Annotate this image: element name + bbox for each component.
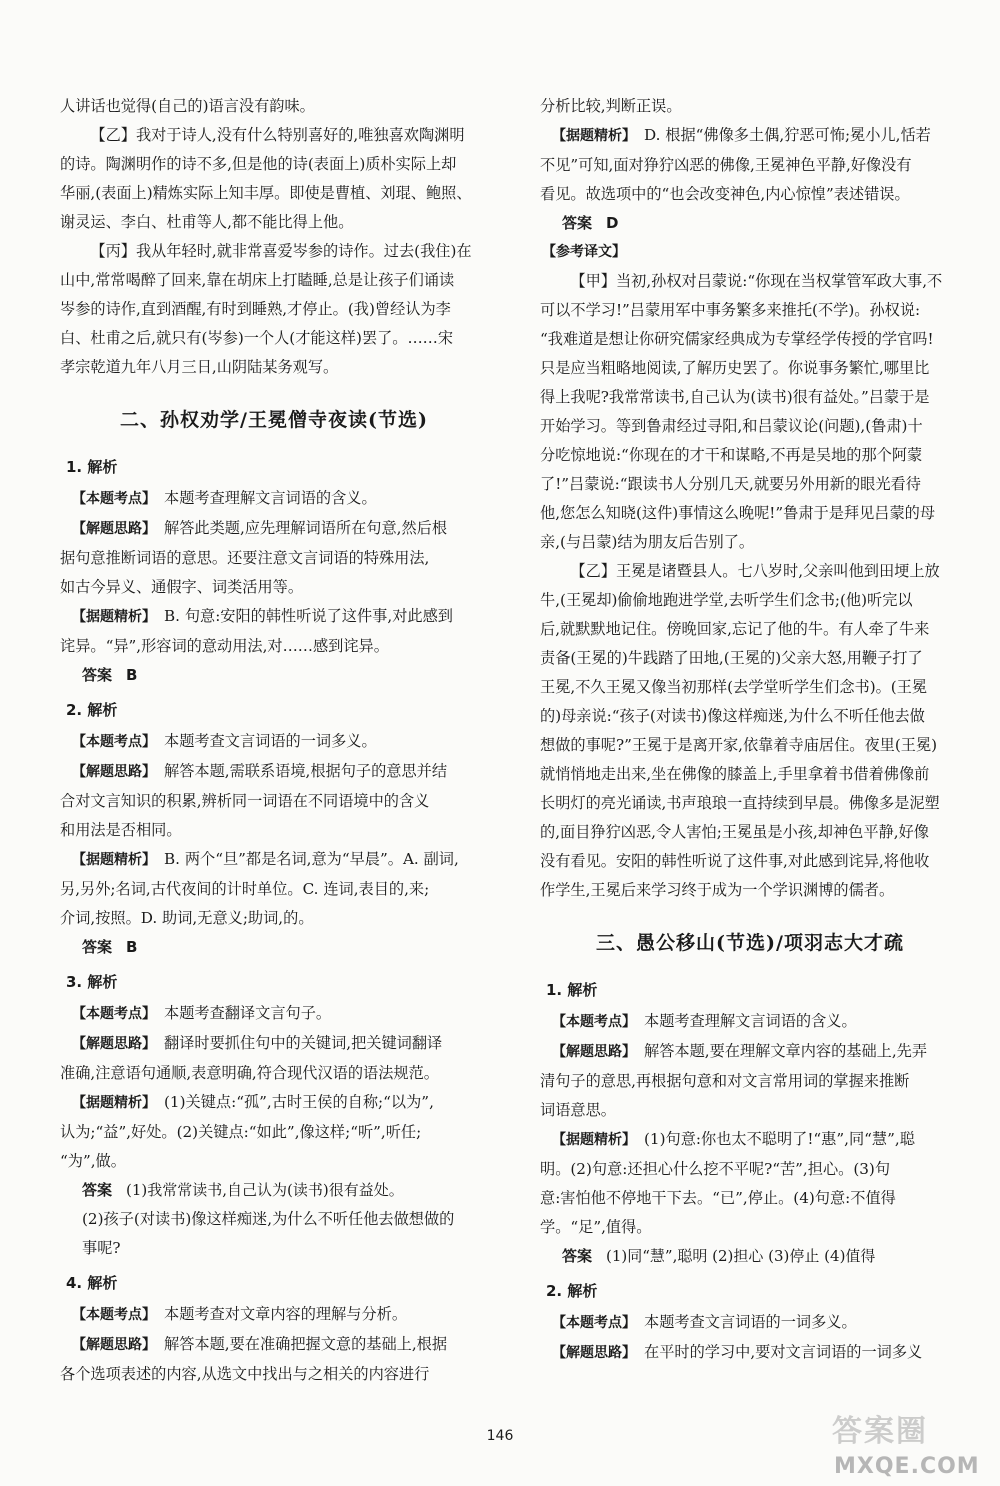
- answer-label: 答案: [562, 214, 593, 232]
- text-line: 的诗。陶渊明作的诗不多,但是他的诗(表面上)质朴实际上却: [60, 155, 457, 173]
- tag-silu: 【解题思路】: [72, 1337, 156, 1353]
- text-line: 明。(2)句意:还担心什么挖不平呢?“苦”,担心。(3)句: [540, 1160, 891, 1178]
- text-line: 后,就默默地记住。傍晚回家,忘记了他的牛。有人牵了牛来: [540, 620, 930, 638]
- tag-jingxi: 【据题精析】: [552, 1132, 636, 1148]
- question-head: 4. 解析: [66, 1274, 118, 1292]
- answer-value: D: [606, 214, 619, 232]
- text-line: 看见。故选项中的“也会改变神色,内心惊惶”表述错误。: [540, 185, 910, 203]
- tag-silu: 【解题思路】: [552, 1044, 636, 1060]
- text-line: 王冕,不久王冕又像当初那样(去学堂听学生们念书)。(王冕: [540, 678, 928, 696]
- text-line: 诧异。“异”,形容词的意动用法,对……感到诧异。: [60, 637, 389, 655]
- tag-jingxi: 【据题精析】: [72, 1095, 156, 1111]
- text-line: 准确,注意语句通顺,表意明确,符合现代汉语的语法规范。: [60, 1064, 439, 1082]
- text-line: 岑参的诗作,直到酒醒,有时到睡熟,才停止。(我)曾经认为李: [60, 300, 451, 318]
- question-head: 2. 解析: [66, 701, 118, 719]
- tag-kaodian: 【本题考点】: [72, 734, 156, 750]
- text-line: 就悄悄地走出来,坐在佛像的膝盖上,手里拿着书借着佛像前: [540, 765, 930, 783]
- tag-kaodian: 【本题考点】: [552, 1014, 636, 1030]
- kaodian-text: 本题考查翻译文言句子。: [164, 1004, 332, 1022]
- watermark-logo: 答案圈: [832, 1414, 928, 1449]
- silu-text: 解答本题,需联系语境,根据句子的意思并结: [164, 762, 448, 780]
- jingxi-text: (1)关键点:“孤”,古时王侯的自称;“以为”,: [164, 1093, 434, 1111]
- jingxi-text: B. 两个“旦”都是名词,意为“早晨”。A. 副词,: [164, 850, 459, 868]
- text-line: 分析比较,判断正误。: [540, 97, 682, 115]
- text-line: 他,您怎么知晓(这件)事情这么晚呢!”鲁肃于是拜见吕蒙的母: [540, 504, 936, 522]
- text-line: (2)孩子(对读书)像这样痴迷,为什么不听任他去做想做的: [82, 1210, 455, 1228]
- text-line: 和用法是否相同。: [60, 821, 182, 839]
- text-line: 合对文言知识的积累,辨析同一词语在不同语境中的含义: [60, 792, 430, 810]
- text-line: 长明灯的亮光诵读,书声琅琅一直持续到早晨。佛像多是泥塑: [540, 794, 940, 812]
- silu-text: 解答本题,要在准确把握文意的基础上,根据: [164, 1335, 448, 1353]
- text-line: 【乙】我对于诗人,没有什么特别喜好的,唯独喜欢陶渊明: [90, 126, 465, 144]
- text-line: 开始学习。等到鲁肃经过寻阳,和吕蒙议论(问题),(鲁肃)十: [540, 417, 923, 435]
- question-2: [60, 696, 488, 962]
- jingxi-text: B. 句意:安阳的韩性听说了这件事,对此感到: [164, 607, 453, 625]
- question-1-right: [540, 976, 960, 1271]
- tag-jingxi: 【据题精析】: [552, 128, 636, 144]
- silu-text: 解答本题,要在理解文章内容的基础上,先弄: [644, 1042, 928, 1060]
- kaodian-text: 本题考查理解文言词语的含义。: [644, 1012, 857, 1030]
- kaodian-text: 本题考查文言词语的一词多义。: [644, 1313, 857, 1331]
- question-4: [60, 1269, 488, 1389]
- text-line: 介词,按照。D. 助词,无意义;助词,的。: [60, 909, 314, 927]
- question-1: [60, 453, 488, 690]
- text-line: 白、杜甫之后,就只有(岑参)一个人(才能这样)罢了。……宋: [60, 329, 454, 347]
- text-line: 的)母亲说:“孩子(对读书)像这样痴迷,为什么不听任他去做: [540, 707, 925, 725]
- tag-kaodian: 【本题考点】: [72, 1006, 156, 1022]
- answer-label: 答案: [562, 1247, 593, 1265]
- question-2-right: [540, 1277, 960, 1368]
- text-line: 另,另外;名词,古代夜间的计时单位。C. 连词,表目的,来;: [60, 880, 430, 898]
- answer: [82, 933, 488, 962]
- page-number: 146: [486, 1428, 514, 1444]
- answer-label: 答案: [82, 666, 113, 684]
- reference-translation-yi: [540, 557, 960, 905]
- question-3: [60, 968, 488, 1263]
- text-line: 的,面目狰狞凶恶,令人害怕;王冕虽是小孩,却神色平静,好像: [540, 823, 929, 841]
- tag-jingxi: 【据题精析】: [72, 609, 156, 625]
- answer-label: 答案: [82, 938, 113, 956]
- answer: [562, 1242, 960, 1271]
- question-head: 3. 解析: [66, 973, 118, 991]
- tag-silu: 【解题思路】: [552, 1345, 636, 1361]
- tag-silu: 【解题思路】: [72, 521, 156, 537]
- text-line: 事呢?: [82, 1239, 121, 1257]
- answer: [82, 1176, 488, 1205]
- text-line: 没有看见。安阳的韩性听说了这件事,对此感到诧异,将他收: [540, 852, 930, 870]
- tag-kaodian: 【本题考点】: [552, 1315, 636, 1331]
- text-line: 可以不学习!”吕蒙用军中事务繁多来推托(不学)。孙权说:: [540, 301, 921, 319]
- left-column: [60, 92, 488, 1389]
- question-head: 1. 解析: [546, 981, 598, 999]
- kaodian-text: 本题考查文言词语的一词多义。: [164, 732, 377, 750]
- text-line: 得上我呢?我常常读书,自己认为(读书)很有益处。”吕蒙于是: [540, 388, 930, 406]
- text-line: 华丽,(表面上)精炼实际上知丰厚。即使是曹植、刘琨、鲍照、: [60, 184, 472, 202]
- tag-kaodian: 【本题考点】: [72, 491, 156, 507]
- answer-value: (1)我常常读书,自己认为(读书)很有益处。: [126, 1181, 404, 1199]
- kaodian-text: 本题考查对文章内容的理解与分析。: [164, 1305, 407, 1323]
- text-line: “为”,做。: [60, 1152, 126, 1170]
- tag-silu: 【解题思路】: [72, 1036, 156, 1052]
- text-line: 意:害怕他不停地干下去。“已”,停止。(4)句意:不值得: [540, 1189, 896, 1207]
- jingxi-text: (1)句意:你也太不聪明了!“惠”,同“慧”,聪: [644, 1130, 915, 1148]
- text-line: 分吃惊地说:“你现在的才干和谋略,不再是吴地的那个阿蒙: [540, 446, 923, 464]
- text-line: 责备(王冕的)牛践踏了田地,(王冕的)父亲大怒,用鞭子打了: [540, 649, 923, 667]
- kaodian-text: 本题考查理解文言词语的含义。: [164, 489, 377, 507]
- section-title: 二、孙权劝学/王冕僧寺夜读(节选): [120, 409, 428, 431]
- text-line: 【甲】当初,孙权对吕蒙说:“你现在当权掌管军政大事,不: [570, 272, 943, 290]
- answer-label: 答案: [82, 1181, 113, 1199]
- text-line: 想做的事呢?”王冕于是离开家,依靠着寺庙居住。夜里(王冕): [540, 736, 938, 754]
- answer-value: B: [126, 666, 138, 684]
- text-line: 【乙】王冕是诸暨县人。七八岁时,父亲叫他到田埂上放: [570, 562, 940, 580]
- silu-text: 解答此类题,应先理解词语所在句意,然后根: [164, 519, 448, 537]
- section-title: 三、愚公移山(节选)/项羽志大才疏: [596, 932, 904, 954]
- tag-kaodian: 【本题考点】: [72, 1307, 156, 1323]
- text-line: 认为;“益”,好处。(2)关键点:“如此”,像这样;“听”,听任;: [60, 1123, 422, 1141]
- text-line: 只是应当粗略地阅读,了解历史罢了。你说事务繁忙,哪里比: [540, 359, 930, 377]
- jingxi-text: D. 根据“佛像多土偶,狞恶可怖;冕小儿,恬若: [644, 126, 931, 144]
- answer: [82, 661, 488, 690]
- text-line: “我难道是想让你研究儒家经典成为专掌经学传授的学官吗!: [540, 330, 934, 348]
- text-line: 山中,常常喝醉了回来,靠在胡床上打瞌睡,总是让孩子们诵读: [60, 271, 455, 289]
- tag-silu: 【解题思路】: [72, 764, 156, 780]
- text-line: 亲,(与吕蒙)结为朋友后告别了。: [540, 533, 755, 551]
- text-line: 孝宗乾道九年八月三日,山阴陆某务观写。: [60, 358, 339, 376]
- question-head: 2. 解析: [546, 1282, 598, 1300]
- text-line: 词语意思。: [540, 1101, 616, 1119]
- answer-value: (1)同“慧”,聪明 (2)担心 (3)停止 (4)值得: [606, 1247, 876, 1265]
- text-line: 据句意推断词语的意思。还要注意文言词语的特殊用法,: [60, 549, 430, 567]
- text-line: 谢灵运、李白、杜甫等人,都不能比得上他。: [60, 213, 354, 231]
- silu-text: 在平时的学习中,要对文言词语的一词多义: [644, 1343, 923, 1361]
- text-line: 人讲话也觉得(自己的)语言没有韵味。: [60, 97, 315, 115]
- right-column: [540, 92, 960, 1368]
- text-line: 如古今异义、通假字、词类活用等。: [60, 578, 303, 596]
- tag-jingxi: 【据题精析】: [72, 852, 156, 868]
- intro-translation: [60, 92, 488, 382]
- text-line: 牛,(王冕却)偷偷地跑进学堂,去听学生们念书;(他)听完以: [540, 591, 913, 609]
- text-line: 了!”吕蒙说:“跟读书人分别几天,就要另外用新的眼光看待: [540, 475, 921, 493]
- reference-translation-jia: [540, 267, 960, 557]
- question-head: 1. 解析: [66, 458, 118, 476]
- text-line: 【丙】我从年轻时,就非常喜爱岑参的诗作。过去(我住)在: [90, 242, 472, 260]
- silu-text: 翻译时要抓住句中的关键词,把关键词翻译: [164, 1034, 443, 1052]
- text-line: 不见”可知,面对狰狞凶恶的佛像,王冕神色平静,好像没有: [540, 156, 912, 174]
- text-line: 清句子的意思,再根据句意和对文言常用词的掌握来推断: [540, 1072, 910, 1090]
- text-line: 各个选项表述的内容,从选文中找出与之相关的内容进行: [60, 1365, 430, 1383]
- watermark-url: MXQE.COM: [834, 1454, 980, 1479]
- text-line: 学。“足”,值得。: [540, 1218, 652, 1236]
- reference-translation-head: 【参考译文】: [542, 244, 626, 260]
- answer: [562, 209, 960, 238]
- answer-value: B: [126, 938, 138, 956]
- text-line: 作学生,王冕后来学习终于成为一个学识渊博的儒者。: [540, 881, 895, 899]
